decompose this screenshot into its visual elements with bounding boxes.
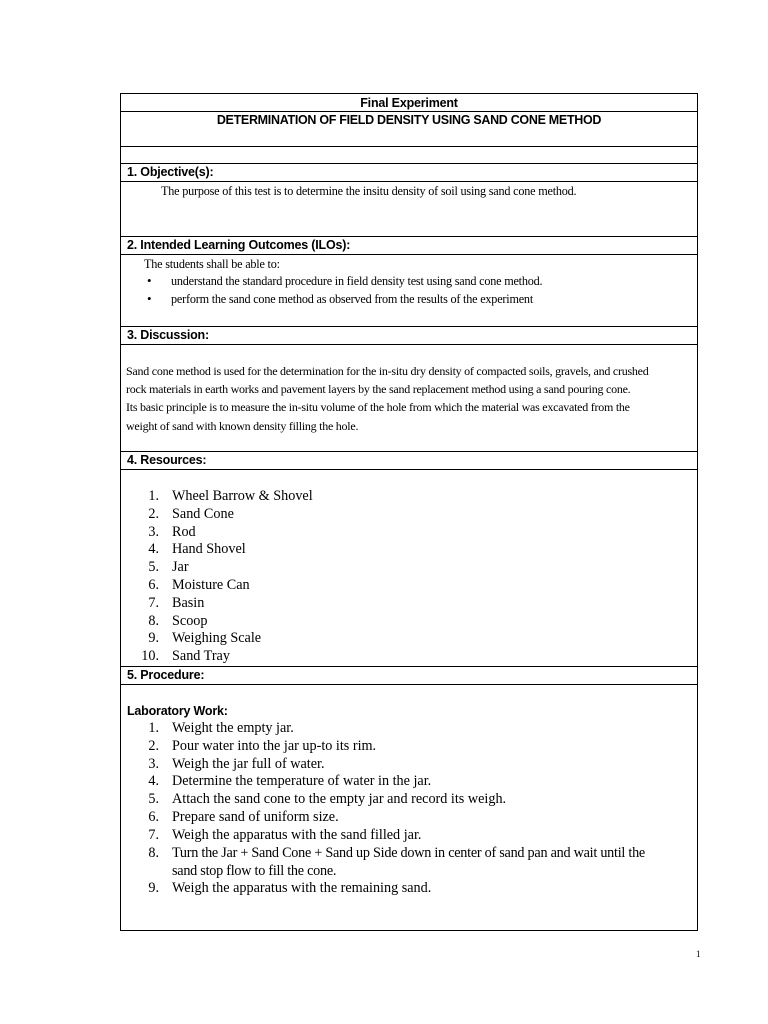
divider — [121, 111, 697, 112]
resources-heading: 4. Resources: — [127, 453, 207, 467]
page-number: 1 — [696, 949, 701, 959]
discussion-line: rock materials in earth works and pavement layers by the sand replacement method using a sand pouring cone. — [126, 382, 631, 397]
divider — [121, 684, 697, 685]
resource-item: 7. Basin — [148, 594, 205, 611]
experiment-subtitle: DETERMINATION OF FIELD DENSITY USING SAND CONE METHOD — [216, 113, 602, 127]
procedure-step: 7. Weigh the apparatus with the sand filled jar. — [148, 826, 422, 843]
ilo-item — [121, 272, 697, 290]
subtitle-row — [121, 111, 697, 129]
procedure-step-line: Turn the Jar + Sand Cone + Sand up Side down in center of sand pan and wait until the — [172, 844, 645, 861]
ilo-text: understand the standard procedure in field density test using sand cone method. — [171, 274, 543, 288]
procedure-step: 9. Weigh the apparatus with the remaining sand. — [148, 880, 432, 897]
procedure-list — [121, 720, 697, 900]
resource-item: 4. Hand Shovel — [148, 541, 246, 558]
resource-item: 9. Weighing Scale — [148, 630, 262, 647]
divider — [121, 146, 697, 147]
ilos-intro: The students shall be able to: — [144, 257, 280, 271]
procedure-subheading: Laboratory Work: — [127, 704, 228, 718]
procedure-step: 4. Determine the temperature of water in the jar. — [148, 773, 432, 790]
experiment-title: Final Experiment — [360, 96, 458, 110]
resources-list — [121, 488, 697, 668]
procedure-step: 3. Weigh the jar full of water. — [148, 755, 325, 772]
ilos-heading: 2. Intended Learning Outcomes (ILOs): — [127, 238, 351, 252]
divider — [121, 344, 697, 345]
objective-text: The purpose of this test is to determine the insitu density of soil using sand cone method. — [161, 184, 577, 198]
experiment-sheet — [120, 93, 698, 931]
resource-item: 5. Jar — [148, 559, 189, 576]
procedure-step-line: sand stop flow to fill the cone. — [172, 862, 337, 879]
ilo-item — [121, 290, 697, 308]
procedure-step: 1. Weight the empty jar. — [148, 720, 294, 736]
resource-item: 2. Sand Cone — [148, 505, 234, 522]
discussion-line: Sand cone method is used for the determination for the in-situ dry density of compacted soils, gravels, and crushed — [126, 364, 649, 378]
procedure-step: 2. Pour water into the jar up-to its rim. — [148, 737, 377, 754]
resource-item: 1. Wheel Barrow & Shovel — [148, 488, 313, 504]
bullet-icon: • — [147, 291, 152, 306]
discussion-heading: 3. Discussion: — [127, 328, 209, 342]
procedure-step: 8. Turn the Jar + Sand Cone + Sand up Side down in center of sand pan and wait until the sand stop flow to fill the cone. — [121, 845, 697, 881]
procedure-step: 6. Prepare sand of uniform size. — [148, 809, 339, 825]
discussion-text — [121, 362, 697, 435]
resource-item: 3. Rod — [148, 523, 196, 540]
divider — [121, 469, 697, 470]
ilo-text: perform the sand cone method as observed from the results of the experiment — [171, 292, 534, 306]
discussion-line: weight of sand with known density filling the hole. — [126, 418, 359, 433]
objective-heading: 1. Objective(s): — [127, 165, 214, 179]
resource-item: 10. Sand Tray — [141, 648, 230, 665]
resource-item: 6. Moisture Can — [148, 577, 250, 593]
resource-item: 8. Scoop — [148, 612, 208, 629]
ilos-list — [121, 272, 697, 312]
title-row — [121, 94, 697, 111]
discussion-line: Its basic principle is to measure the in-situ volume of the hole from which the material was excavated from the — [126, 400, 630, 415]
procedure-heading: 5. Procedure: — [127, 668, 205, 682]
procedure-step: 5. Attach the sand cone to the empty jar and record its weigh. — [148, 791, 507, 808]
bullet-icon: • — [147, 273, 152, 288]
divider — [121, 181, 697, 182]
